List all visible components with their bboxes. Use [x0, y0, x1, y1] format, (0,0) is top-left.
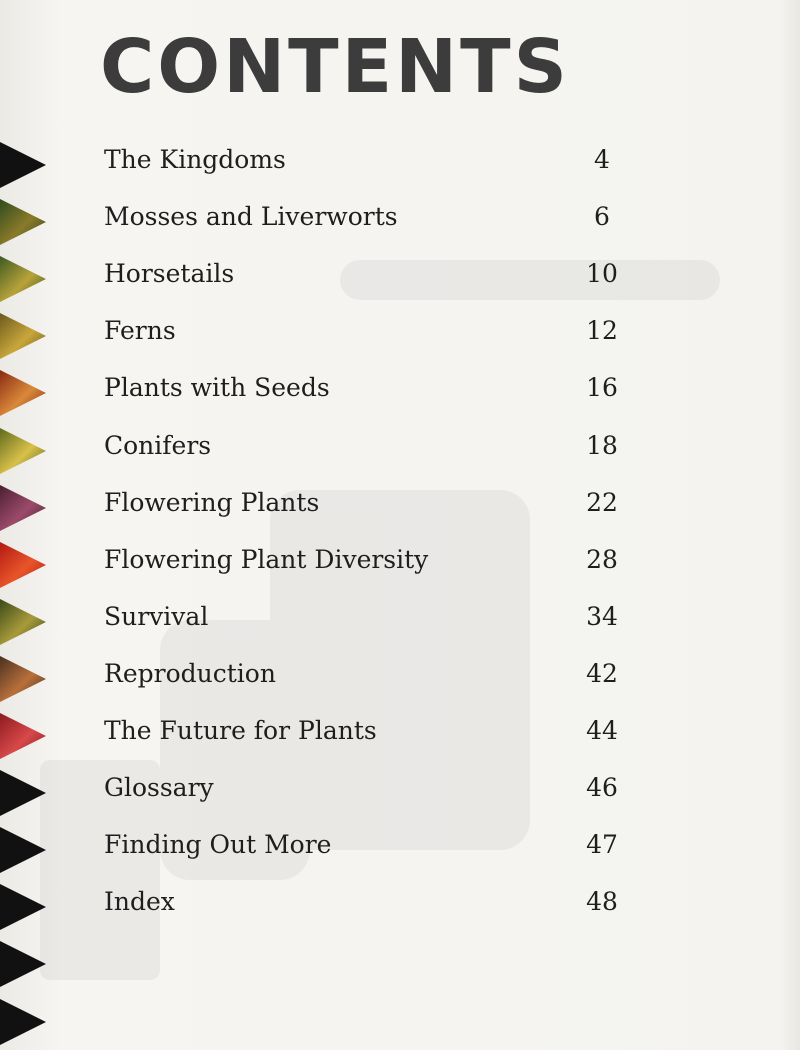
toc-entry-title: The Future for Plants [104, 716, 377, 745]
toc-entry[interactable] [0, 426, 800, 466]
toc-entry-title: Index [104, 887, 175, 917]
toc-entry[interactable] [0, 197, 800, 237]
toc-entry[interactable] [0, 368, 800, 408]
toc-entry-title: The Kingdoms [104, 145, 286, 174]
toc-entry-title: Reproduction [104, 658, 276, 688]
toc-entry-page-number: 47 [586, 830, 618, 860]
toc-entry-page-number: 22 [586, 487, 618, 517]
toc-entry[interactable] [0, 711, 800, 751]
toc-entry-title: Plants with Seeds [104, 373, 330, 403]
toc-entry-page-number: 46 [586, 773, 618, 803]
toc-entry-title: Conifers [104, 430, 212, 460]
toc-entry-title: Finding Out More [104, 830, 332, 860]
toc-entry-page-number: 6 [594, 202, 610, 232]
toc-entry-page-number: 10 [586, 259, 618, 289]
toc-entry-page-number: 4 [594, 145, 610, 174]
toc-entry-title: Mosses and Liverworts [104, 202, 398, 232]
toc-entry-page-number: 12 [586, 316, 618, 346]
toc-entry[interactable] [0, 882, 800, 922]
page-title: CONTENTS [100, 24, 570, 110]
toc-entry-title: Horsetails [104, 259, 235, 289]
toc-entry-page-number: 44 [586, 716, 618, 745]
toc-entry[interactable] [0, 483, 800, 523]
toc-entry[interactable] [0, 540, 800, 580]
toc-entry[interactable] [0, 825, 800, 865]
toc-entry-title: Flowering Plants [104, 487, 320, 517]
toc-entry-title: Flowering Plant Diversity [104, 544, 429, 574]
toc-entry-page-number: 48 [586, 887, 618, 917]
toc-entry-page-number: 34 [586, 601, 618, 631]
toc-entry-page-number: 18 [586, 430, 618, 460]
toc-entry-title: Glossary [104, 773, 214, 803]
toc-entry[interactable] [0, 311, 800, 351]
toc-entry-title: Survival [104, 601, 209, 631]
toc-entry[interactable] [0, 140, 800, 180]
toc-entry[interactable] [0, 654, 800, 694]
toc-entry-title: Ferns [104, 316, 176, 346]
toc-entry-page-number: 28 [586, 544, 618, 574]
toc-entry-page-number: 42 [586, 658, 618, 688]
toc-entry-page-number: 16 [586, 373, 618, 403]
toc-entry[interactable] [0, 597, 800, 637]
toc-entry[interactable] [0, 254, 800, 294]
toc-entry[interactable] [0, 768, 800, 808]
